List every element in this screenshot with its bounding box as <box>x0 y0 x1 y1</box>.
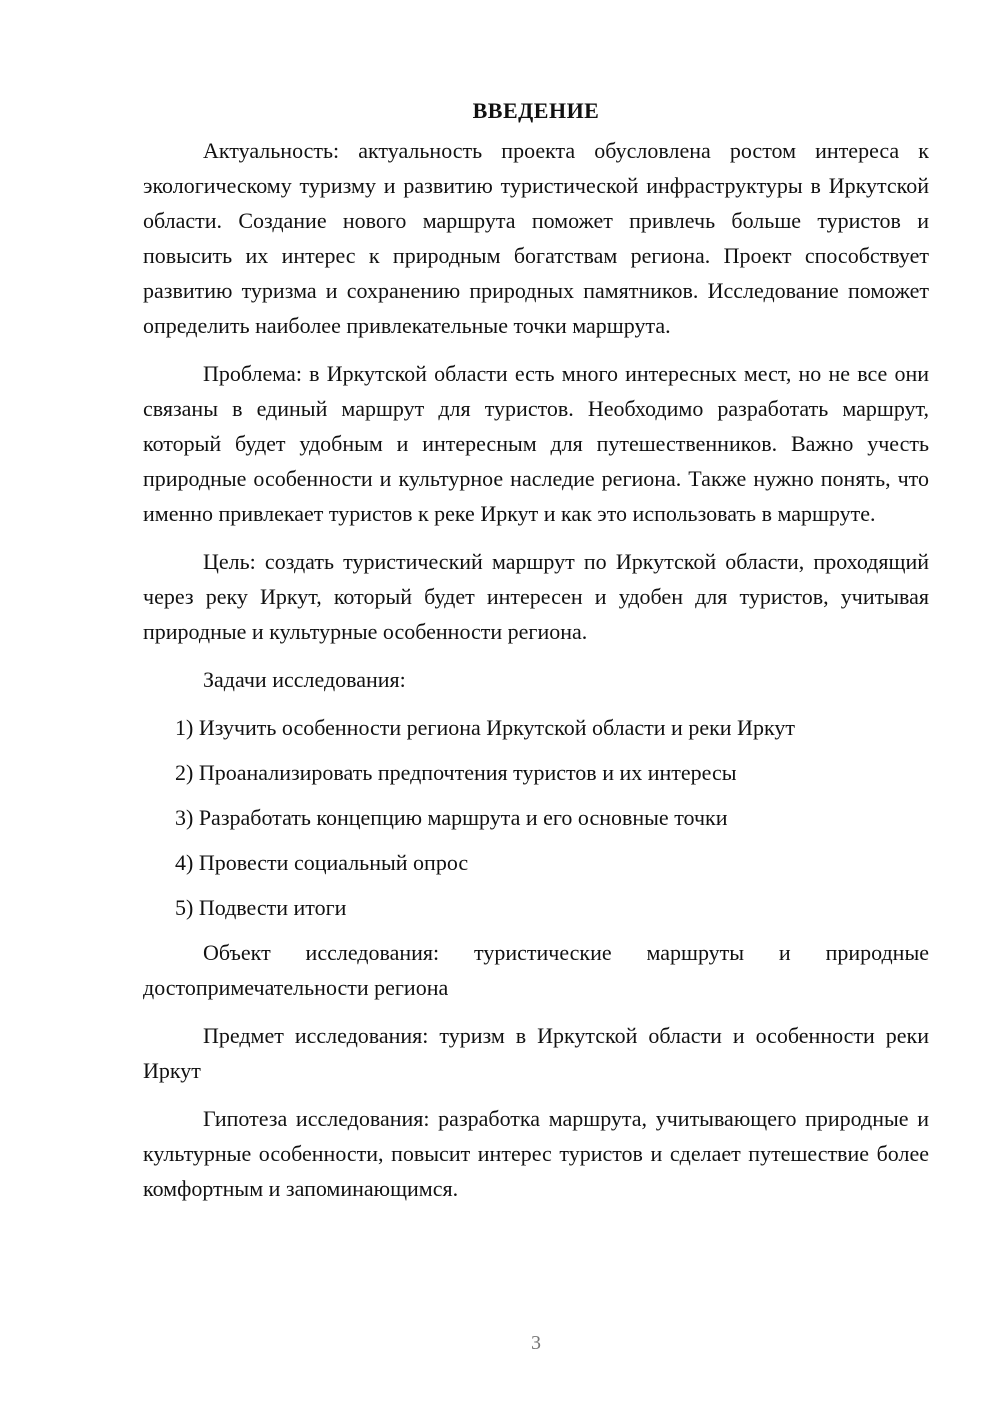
paragraph-goal: Цель: создать туристический маршрут по Иркутской области, проходящий через реку Иркут, который будет интересен и удобен для туристов, учитывая природные и культурные особенности региона. <box>143 549 929 644</box>
list-item: 2) Проанализировать предпочтения туристов и их интересы <box>175 760 737 785</box>
list-item: 3) Разработать концепцию маршрута и его основные точки <box>175 805 728 830</box>
list-item: 4) Провести социальный опрос <box>175 850 469 875</box>
paragraph-problem: Проблема: в Иркутской области есть много интересных мест, но не все они связаны в единый маршрут для туристов. Необходимо разработать маршрут, который будет удобным и интересным для путешественников. Важно учесть природные особенности и культурное наследие региона. Также нужно понять, что именно привлекает туристов к реке Иркут и как это использовать в маршруте. <box>143 361 929 526</box>
paragraph-relevance: Актуальность: актуальность проекта обусловлена ростом интереса к экологическому туризму и развитию туристической инфраструктуры в Иркутской области. Создание нового маршрута поможет привлечь больше туристов и повысить их интерес к природным богатствам региона. Проект способствует развитию туризма и сохранению природных памятников. Исследование поможет определить наиболее привлекательные точки маршрута. <box>143 138 929 338</box>
paragraph-tasks-intro: Задачи исследования: <box>203 667 406 692</box>
paragraph-subject: Предмет исследования: туризм в Иркутской области и особенности реки Иркут <box>143 1023 929 1083</box>
list-item: 1) Изучить особенности региона Иркутской области и реки Иркут <box>175 715 795 740</box>
section-heading: ВВЕДЕНИЕ <box>472 98 600 123</box>
paragraph-hypothesis: Гипотеза исследования: разработка маршрута, учитывающего природные и культурные особенности, повысит интерес туристов и сделает путешествие более комфортным и запоминающимся. <box>143 1106 929 1201</box>
tasks-list <box>143 710 929 925</box>
page-content <box>143 95 929 1219</box>
list-item: 5) Подвести итоги <box>175 895 347 920</box>
page-number: 3 <box>531 1332 541 1354</box>
paragraph-object: Объект исследования: туристические маршруты и природные достопримечательности региона <box>143 940 929 1000</box>
